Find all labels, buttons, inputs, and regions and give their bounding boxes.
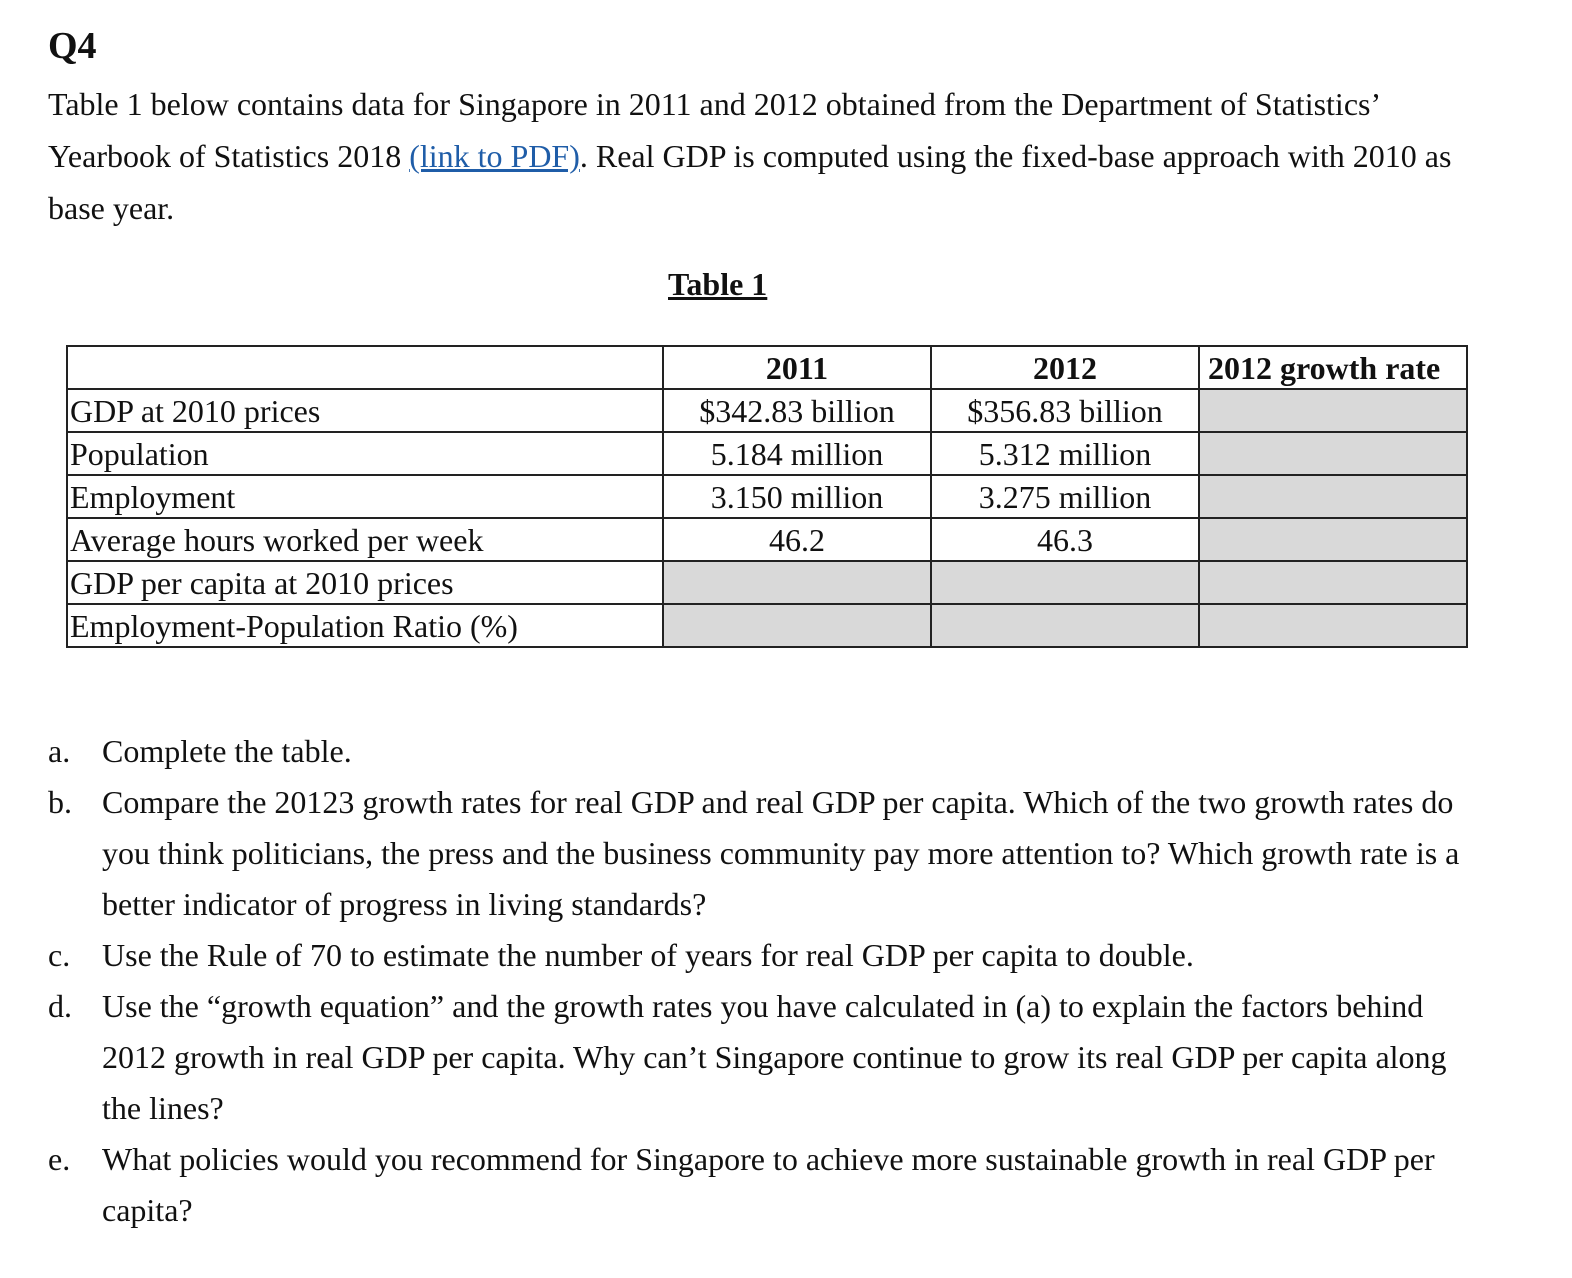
table-row xyxy=(67,604,1467,647)
header-cell-growth-rate: 2012 growth rate xyxy=(1199,346,1467,389)
row-label: GDP at 2010 prices xyxy=(67,389,663,432)
intro-text-before-link: Table 1 below contains data for Singapore in 2011 and 2012 obtained from the Department of Statistics’ Yearbook of Statistics 2018 xyxy=(48,86,1379,174)
question-letter: a. xyxy=(48,733,71,769)
table-row xyxy=(67,389,1467,432)
cell-2012: 46.3 xyxy=(931,518,1199,561)
row-label: Employment-Population Ratio (%) xyxy=(67,604,663,647)
question-text: Complete the table. xyxy=(102,733,352,769)
cell-growth-blank[interactable] xyxy=(1199,518,1467,561)
question-text: Use the Rule of 70 to estimate the number of years for real GDP per capita to double. xyxy=(102,937,1194,973)
table-row xyxy=(67,475,1467,518)
cell-2012: $356.83 billion xyxy=(931,389,1199,432)
table-caption: Table 1 xyxy=(668,266,768,302)
table-row xyxy=(67,561,1467,604)
list-item xyxy=(48,1134,1468,1236)
table-header-row xyxy=(67,346,1467,389)
cell-growth-blank[interactable] xyxy=(1199,389,1467,432)
table-row xyxy=(67,518,1467,561)
row-label: Average hours worked per week xyxy=(67,518,663,561)
intro-paragraph xyxy=(48,78,1488,234)
row-label: GDP per capita at 2010 prices xyxy=(67,561,663,604)
row-label: Population xyxy=(67,432,663,475)
pdf-link[interactable]: (link to PDF) xyxy=(409,138,580,174)
question-text: Compare the 20123 growth rates for real GDP and real GDP per capita. Which of the two growth rates do you think politicians, the press and the business community pay more attention to? Which growth rate is a better indicator of progress in living standards? xyxy=(102,784,1460,922)
list-item xyxy=(48,981,1468,1134)
cell-2011: 5.184 million xyxy=(663,432,931,475)
question-text: What policies would you recommend for Singapore to achieve more sustainable growth in real GDP per capita? xyxy=(102,1141,1435,1228)
cell-2011: 3.150 million xyxy=(663,475,931,518)
list-item xyxy=(48,930,1468,981)
cell-2011-blank[interactable] xyxy=(663,561,931,604)
question-list xyxy=(48,726,1468,1236)
cell-growth-blank[interactable] xyxy=(1199,561,1467,604)
cell-2012-blank[interactable] xyxy=(931,604,1199,647)
header-cell-empty xyxy=(67,346,663,389)
cell-2011: 46.2 xyxy=(663,518,931,561)
data-table xyxy=(66,345,1468,648)
list-item xyxy=(48,726,1468,777)
cell-2012: 5.312 million xyxy=(931,432,1199,475)
question-letter: e. xyxy=(48,1141,71,1177)
cell-growth-blank[interactable] xyxy=(1199,604,1467,647)
intro-text-after-link: . Real GDP is computed using the fixed-base approach with 2010 as base year. xyxy=(48,138,1452,226)
question-text: Use the “growth equation” and the growth rates you have calculated in (a) to explain the factors behind 2012 growth in real GDP per capita. Why can’t Singapore continue to grow its real GDP per capita along the lines? xyxy=(102,988,1447,1126)
question-title: Q4 xyxy=(48,25,97,67)
header-cell-2012: 2012 xyxy=(931,346,1199,389)
question-letter: d. xyxy=(48,988,72,1024)
list-item xyxy=(48,777,1468,930)
cell-2011-blank[interactable] xyxy=(663,604,931,647)
question-letter: c. xyxy=(48,937,71,973)
header-cell-2011: 2011 xyxy=(663,346,931,389)
cell-growth-blank[interactable] xyxy=(1199,475,1467,518)
question-letter: b. xyxy=(48,784,72,820)
table-row xyxy=(67,432,1467,475)
cell-growth-blank[interactable] xyxy=(1199,432,1467,475)
cell-2012-blank[interactable] xyxy=(931,561,1199,604)
row-label: Employment xyxy=(67,475,663,518)
cell-2011: $342.83 billion xyxy=(663,389,931,432)
cell-2012: 3.275 million xyxy=(931,475,1199,518)
